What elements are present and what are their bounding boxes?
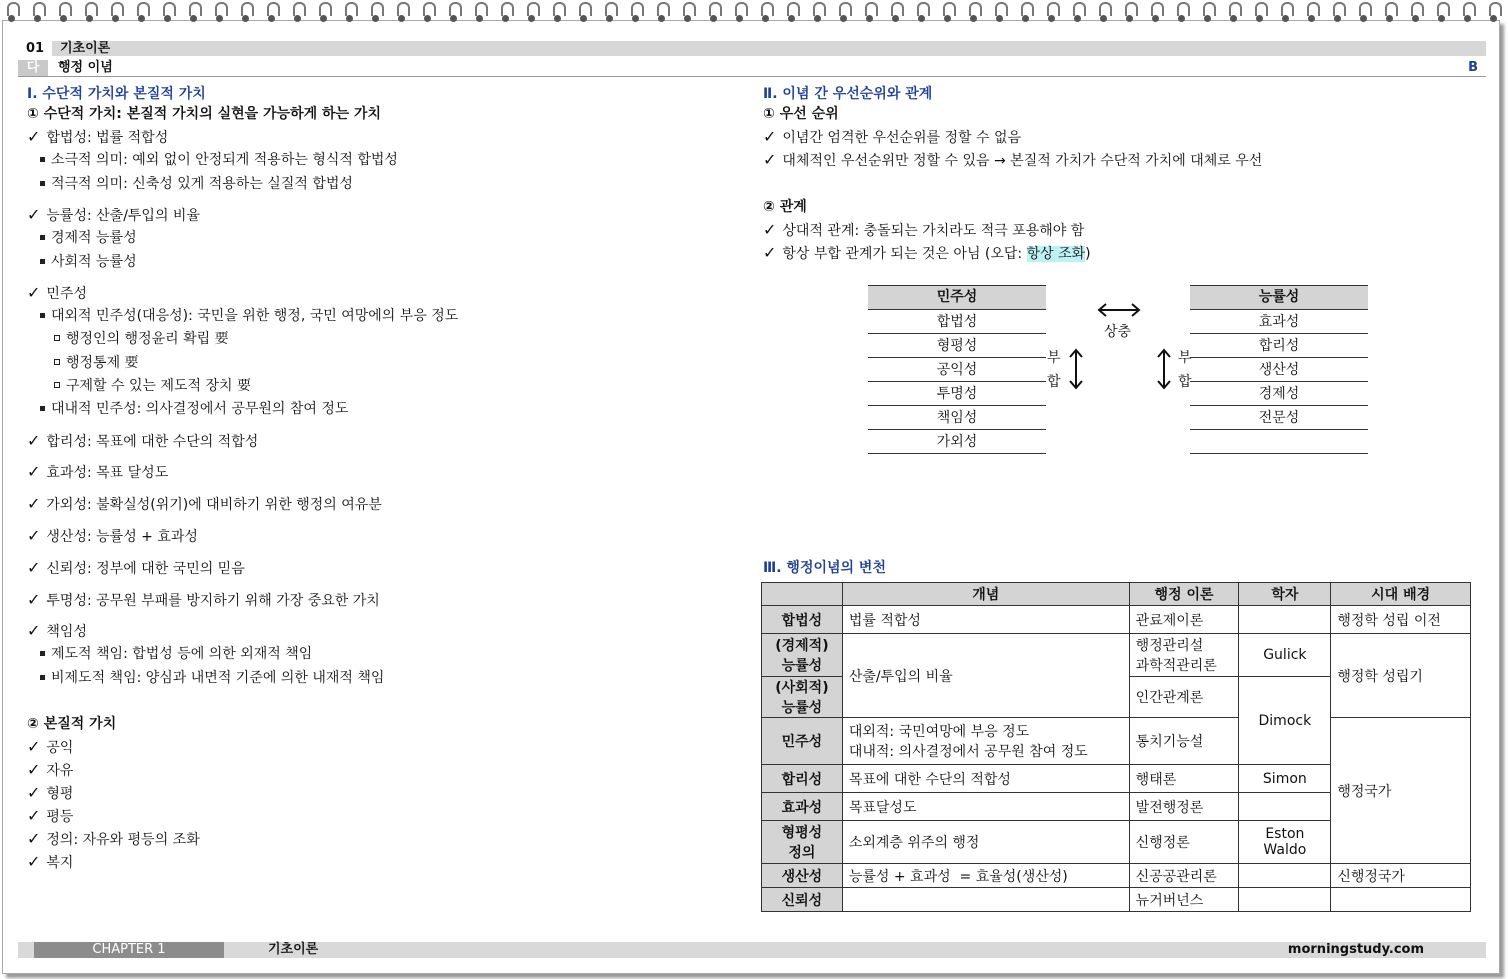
left-line-text: 대내적 민주성: 의사결정에서 공무원의 참여 정도	[51, 401, 349, 417]
scholar-cell	[1239, 821, 1331, 864]
theory-cell: 인간관계론	[1129, 677, 1239, 718]
table-header-row	[762, 583, 1471, 606]
binding-ring	[1436, 2, 1450, 24]
left-line-text: 대외적 민주성(대응성): 국민을 위한 행정, 국민 여망에의 부응 정도	[51, 308, 459, 324]
binding-ring	[838, 2, 852, 24]
left-line-text: 적극적 의미: 신축성 있게 적용하는 실질적 합법성	[51, 176, 353, 192]
conflict-label: 상충	[1104, 324, 1132, 340]
double-arrow-vertical-icon	[1154, 348, 1174, 390]
left-line	[40, 669, 384, 687]
row-label: 합법성	[762, 606, 843, 634]
left-line	[27, 559, 245, 578]
left-line-text: 능률성: 산출/투입의 비율	[46, 208, 200, 224]
binding-ring	[110, 2, 124, 24]
left-line-text: 생산성: 능률성 + 효과성	[46, 529, 198, 545]
binding-ring	[1098, 2, 1112, 24]
binding-ring	[1072, 2, 1086, 24]
era-cell: 행정학 성립 이전	[1331, 606, 1471, 634]
table-row	[762, 606, 1471, 634]
binding-ring	[396, 2, 410, 24]
diagram-cell: 투명성	[868, 382, 1046, 406]
left-line	[54, 354, 139, 372]
left-line	[27, 591, 380, 610]
democracy-table	[868, 285, 1046, 454]
binding-ring	[58, 2, 72, 24]
left-line-text: 제도적 책임: 합법성 등에 의한 외재적 책임	[51, 646, 313, 662]
left-line-text: 효과성: 목표 달성도	[46, 465, 169, 481]
era-cell	[1331, 888, 1471, 912]
binding-ring	[500, 2, 514, 24]
priority-text-1: 이념간 엄격한 우선순위를 정할 수 없음	[782, 130, 1022, 146]
scholar-line: Waldo	[1263, 842, 1307, 858]
diagram-cell: 가외성	[868, 430, 1046, 454]
theory-line: 행정관리설	[1135, 638, 1204, 654]
double-arrow-horizontal-icon	[1096, 300, 1142, 320]
left-line-text: 합리성: 목표에 대한 수단의 적합성	[46, 434, 259, 450]
left-line-text: 평등	[46, 809, 74, 825]
concept-cell	[842, 718, 1129, 765]
check-icon: ✓	[27, 829, 41, 848]
row-label: 신뢰성	[762, 888, 843, 912]
row-label-line: (경제적)	[775, 638, 829, 654]
site-name: morningstudy.com	[1287, 942, 1424, 957]
concept-cell: 산출/투입의 비율	[842, 634, 1129, 718]
left-line-text: ② 본질적 가치	[27, 716, 117, 732]
left-line-text: 비제도적 책임: 양심과 내면적 기준에 의한 내재적 책임	[51, 670, 385, 686]
section-title: 행정 이념	[58, 60, 113, 75]
binding-ring	[682, 2, 696, 24]
binding-ring	[1384, 2, 1398, 24]
square-bullet-icon	[40, 675, 45, 680]
left-line	[27, 463, 168, 482]
left-line-text: 자유	[46, 763, 74, 779]
left-line-text: 책임성	[46, 624, 87, 640]
era-cell: 신행정국가	[1331, 864, 1471, 888]
row-label-line: (사회적)	[775, 680, 829, 696]
left-line	[27, 830, 200, 849]
section-3-title: Ⅲ. 행정이념의 변천	[763, 560, 886, 576]
section-header	[18, 60, 1486, 77]
binding-ring	[708, 2, 722, 24]
theory-cell: 발전행정론	[1129, 793, 1239, 821]
left-line-text: 복지	[46, 855, 74, 871]
left-line-text: 투명성: 공무원 부패를 방지하기 위해 가장 중요한 가치	[46, 593, 380, 609]
era-cell: 행정학 성립기	[1331, 634, 1471, 718]
relation-text-1: 상대적 관계: 충돌되는 가치라도 적극 포용해야 함	[782, 223, 1085, 239]
footer-title: 기초이론	[268, 942, 319, 957]
binding-ring	[136, 2, 150, 24]
table-header-cell	[762, 583, 843, 606]
square-bullet-icon	[40, 235, 45, 240]
binding-ring	[578, 2, 592, 24]
scholar-cell: Dimock	[1239, 677, 1331, 765]
binding-ring	[370, 2, 384, 24]
scholar-cell	[1239, 888, 1331, 912]
binding-ring	[734, 2, 748, 24]
table-header-cell: 시대 배경	[1331, 583, 1471, 606]
row-label	[762, 821, 843, 864]
diagram-cell: 경제성	[1190, 382, 1368, 406]
concept-cell: 목표에 대한 수단의 적합성	[842, 765, 1129, 793]
check-icon: ✓	[27, 205, 41, 224]
binding-ring	[188, 2, 202, 24]
binding-ring	[162, 2, 176, 24]
binding-ring	[1488, 2, 1502, 24]
level-badge: B	[1468, 60, 1478, 75]
table-row	[762, 634, 1471, 677]
binding-ring	[812, 2, 826, 24]
concept-cell	[842, 888, 1129, 912]
left-line-text: 형평	[46, 786, 74, 802]
hap-label-left: 합	[1047, 374, 1061, 390]
highlighted-answer: 항상 조화	[1026, 246, 1086, 262]
concept-line: 대내적: 의사결정에서 공무원 참여 정도	[848, 744, 1088, 760]
left-line	[27, 784, 73, 803]
check-icon: ✓	[27, 737, 41, 756]
binding-ring	[1202, 2, 1216, 24]
chapter-title: 기초이론	[60, 41, 111, 56]
check-icon: ✓	[27, 127, 41, 146]
left-line-text: 행정인의 행정윤리 확립 要	[66, 331, 229, 347]
left-line	[40, 253, 137, 271]
relation-point-2	[763, 244, 1091, 263]
check-icon: ✓	[27, 462, 41, 481]
binding-ring	[890, 2, 904, 24]
footer-bar	[18, 942, 1486, 958]
binding-ring	[1306, 2, 1320, 24]
binding-ring	[1410, 2, 1424, 24]
priority-text-2: 대체적인 우선순위만 정할 수 있음 → 본질적 가치가 수단적 가치에 대체로 우선	[782, 153, 1263, 169]
row-label-line: 능률성	[781, 658, 823, 674]
binding-ring	[1280, 2, 1294, 24]
diagram-cell: 형평성	[868, 334, 1046, 358]
binding-ring	[474, 2, 488, 24]
left-line	[27, 853, 73, 872]
left-line	[27, 105, 381, 123]
left-line	[27, 622, 87, 641]
binding-ring	[604, 2, 618, 24]
row-label: 민주성	[762, 718, 843, 765]
check-icon: ✓	[27, 621, 41, 640]
scholar-cell: Simon	[1239, 765, 1331, 793]
concept-cell: 법률 적합성	[842, 606, 1129, 634]
left-line	[27, 495, 382, 514]
efficiency-table	[1190, 285, 1368, 454]
table-row	[762, 864, 1471, 888]
binding-ring	[292, 2, 306, 24]
diagram-cell: 합리성	[1190, 334, 1368, 358]
relation-point-1	[763, 221, 1084, 240]
relation-text-2: 항상 부합 관계가 되는 것은 아님 (오답:	[782, 246, 1027, 262]
check-icon: ✓	[27, 783, 41, 802]
left-line	[40, 229, 137, 247]
binding-ring	[1332, 2, 1346, 24]
binding-ring	[1176, 2, 1190, 24]
binding-ring	[968, 2, 982, 24]
left-line	[27, 715, 116, 733]
spiral-binding	[0, 0, 1508, 26]
check-icon: ✓	[27, 494, 41, 513]
left-line-text: 구제할 수 있는 제도적 장치 要	[66, 378, 252, 394]
left-line	[40, 645, 312, 663]
efficiency-table-head: 능률성	[1190, 285, 1368, 310]
left-line	[27, 807, 73, 826]
theory-cell: 뉴거버넌스	[1129, 888, 1239, 912]
chapter-number: 01	[18, 41, 52, 56]
check-icon: ✓	[763, 150, 777, 169]
square-bullet-icon	[40, 259, 45, 264]
section-1-title: Ⅰ. 수단적 가치와 본질적 가치	[27, 86, 206, 102]
table-row	[762, 718, 1471, 765]
square-bullet-icon	[40, 157, 45, 162]
relation-text-2-end: )	[1085, 246, 1091, 262]
binding-ring	[84, 2, 98, 24]
check-icon: ✓	[27, 558, 41, 577]
table-header-cell: 행정 이론	[1129, 583, 1239, 606]
left-line	[40, 307, 458, 325]
hollow-square-bullet-icon	[54, 382, 60, 388]
binding-ring	[344, 2, 358, 24]
diagram-cell	[1190, 430, 1368, 454]
chapter-header	[18, 41, 1486, 56]
check-icon: ✓	[27, 590, 41, 609]
binding-ring	[1020, 2, 1034, 24]
binding-ring	[6, 2, 20, 24]
binding-ring	[318, 2, 332, 24]
check-icon: ✓	[27, 283, 41, 302]
theory-cell: 행태론	[1129, 765, 1239, 793]
diagram-cell: 공익성	[868, 358, 1046, 382]
left-line	[40, 175, 353, 193]
binding-ring	[1254, 2, 1268, 24]
binding-ring	[1046, 2, 1060, 24]
left-line	[54, 377, 251, 395]
theory-line: 과학적관리론	[1135, 658, 1217, 674]
scholar-cell	[1239, 606, 1331, 634]
binding-ring	[760, 2, 774, 24]
left-line	[27, 761, 73, 780]
chapter-label: CHAPTER 1	[34, 942, 224, 958]
left-line	[27, 527, 198, 546]
scholar-cell	[1239, 793, 1331, 821]
double-arrow-vertical-icon	[1066, 348, 1086, 390]
left-line-text: 행정통제 要	[66, 355, 139, 371]
binding-ring	[1358, 2, 1372, 24]
check-icon: ✓	[27, 852, 41, 871]
binding-ring	[1124, 2, 1138, 24]
square-bullet-icon	[40, 651, 45, 656]
left-line	[40, 400, 348, 418]
square-bullet-icon	[40, 406, 45, 411]
section-2-title: Ⅱ. 이념 간 우선순위와 관계	[763, 86, 933, 102]
left-line-text: ① 수단적 가치: 본질적 가치의 실현을 가능하게 하는 가치	[27, 106, 381, 122]
check-icon: ✓	[27, 526, 41, 545]
left-line	[27, 284, 87, 303]
binding-ring	[266, 2, 280, 24]
hap-label-right: 합	[1178, 374, 1192, 390]
binding-ring	[1462, 2, 1476, 24]
relation-subtitle: ② 관계	[763, 199, 807, 215]
ideology-history-table	[761, 582, 1471, 912]
binding-ring	[214, 2, 228, 24]
left-line	[27, 128, 168, 147]
scholar-cell	[1239, 864, 1331, 888]
left-line-text: 소극적 의미: 예외 없이 안정되게 적용하는 형식적 합법성	[51, 152, 398, 168]
check-icon: ✓	[763, 243, 777, 262]
left-line-text: 합법성: 법률 적합성	[46, 130, 169, 146]
left-line	[54, 330, 229, 348]
concept-cell: 목표달성도	[842, 793, 1129, 821]
priority-point-1	[763, 128, 1021, 147]
left-line-text: 신뢰성: 정부에 대한 국민의 믿음	[46, 561, 245, 577]
binding-ring	[656, 2, 670, 24]
era-cell: 행정국가	[1331, 718, 1471, 864]
row-label	[762, 677, 843, 718]
priority-point-2	[763, 151, 1262, 170]
scholar-cell: Gulick	[1239, 634, 1331, 677]
row-label: 생산성	[762, 864, 843, 888]
row-label-line: 형평성	[781, 825, 823, 841]
diagram-cell: 합법성	[868, 310, 1046, 334]
left-line	[27, 206, 200, 225]
binding-ring	[916, 2, 930, 24]
check-icon: ✓	[763, 127, 777, 146]
left-line	[27, 738, 73, 757]
check-icon: ✓	[27, 806, 41, 825]
theory-cell	[1129, 634, 1239, 677]
table-header-cell: 학자	[1239, 583, 1331, 606]
left-line-text: 민주성	[46, 286, 87, 302]
theory-cell: 통치기능설	[1129, 718, 1239, 765]
binding-ring	[422, 2, 436, 24]
binding-ring	[32, 2, 46, 24]
table-row	[762, 888, 1471, 912]
hollow-square-bullet-icon	[54, 359, 60, 365]
theory-cell: 관료제이론	[1129, 606, 1239, 634]
binding-ring	[240, 2, 254, 24]
left-line-text: 경제적 능률성	[51, 230, 137, 246]
binding-ring	[630, 2, 644, 24]
binding-ring	[942, 2, 956, 24]
square-bullet-icon	[40, 181, 45, 186]
hollow-square-bullet-icon	[54, 335, 60, 341]
democracy-table-head: 민주성	[868, 285, 1046, 310]
left-line	[27, 432, 258, 451]
binding-ring	[786, 2, 800, 24]
square-bullet-icon	[40, 313, 45, 318]
priority-subtitle: ① 우선 순위	[763, 106, 839, 122]
diagram-cell: 생산성	[1190, 358, 1368, 382]
row-label-line: 능률성	[781, 700, 823, 716]
left-line	[40, 151, 398, 169]
bu-label-left: 부	[1047, 350, 1061, 366]
binding-ring	[1150, 2, 1164, 24]
left-line-text: 가외성: 불확실성(위기)에 대비하기 위한 행정의 여유분	[46, 497, 382, 513]
binding-ring	[448, 2, 462, 24]
row-label-line: 정의	[788, 845, 816, 861]
check-icon: ✓	[27, 431, 41, 450]
check-icon: ✓	[27, 760, 41, 779]
binding-ring	[552, 2, 566, 24]
concept-cell: 능률성 + 효과성 = 효율성(생산성)	[842, 864, 1129, 888]
left-line-text: 정의: 자유와 평등의 조화	[46, 832, 200, 848]
binding-ring	[1228, 2, 1242, 24]
binding-ring	[994, 2, 1008, 24]
left-line-text: 공익	[46, 740, 74, 756]
concept-cell: 소외계층 위주의 행정	[842, 821, 1129, 864]
diagram-cell: 전문성	[1190, 406, 1368, 430]
row-label: 효과성	[762, 793, 843, 821]
section-number: 다	[18, 60, 48, 76]
scholar-line: Eston	[1265, 826, 1305, 842]
binding-ring	[526, 2, 540, 24]
check-icon: ✓	[763, 220, 777, 239]
theory-cell: 신행정론	[1129, 821, 1239, 864]
row-label	[762, 634, 843, 677]
diagram-cell: 책임성	[868, 406, 1046, 430]
concept-line: 대외적: 국민여망에 부응 정도	[848, 724, 1030, 740]
bu-label-right: 부	[1178, 350, 1192, 366]
row-label: 합리성	[762, 765, 843, 793]
theory-cell: 신공공관리론	[1129, 864, 1239, 888]
diagram-cell: 효과성	[1190, 310, 1368, 334]
table-header-cell: 개념	[842, 583, 1129, 606]
binding-ring	[864, 2, 878, 24]
left-line-text: 사회적 능률성	[51, 254, 137, 270]
